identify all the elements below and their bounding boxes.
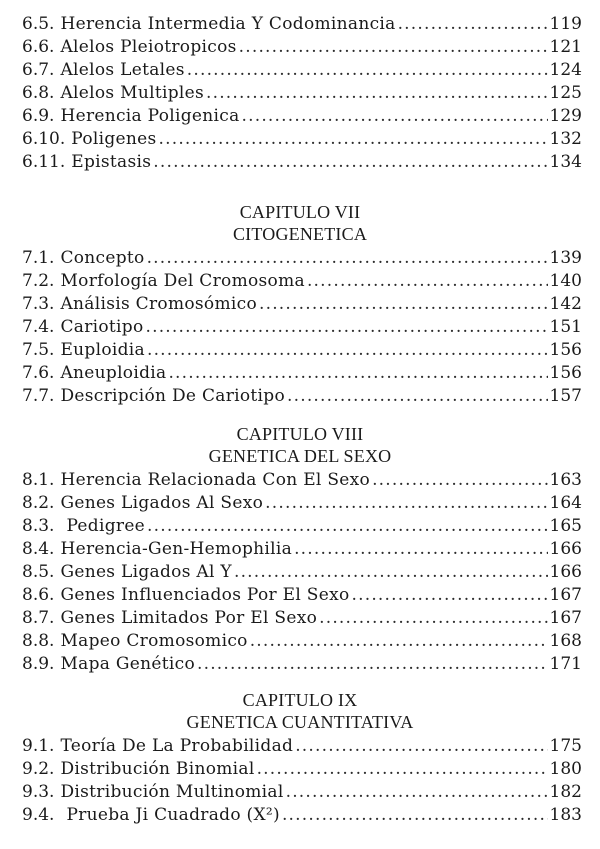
- entry-number: 6.6.: [22, 37, 55, 57]
- toc-entry: [22, 151, 582, 174]
- dot-leader: [147, 247, 548, 270]
- dot-leader: [239, 36, 548, 59]
- entry-number: 9.4.: [22, 805, 55, 825]
- entry-page: 134: [549, 152, 582, 172]
- toc-entry: [22, 385, 582, 408]
- dot-leader: [187, 59, 548, 82]
- entry-page: 125: [549, 83, 582, 103]
- entry-number: 6.8.: [22, 83, 55, 103]
- toc-entry: [22, 735, 582, 758]
- entry-number: 9.3.: [22, 782, 55, 802]
- entry-number: 7.6.: [22, 363, 55, 383]
- dot-leader: [294, 538, 547, 561]
- toc-entry: [22, 105, 582, 128]
- entry-page: 124: [549, 60, 582, 80]
- entry-title: Pedigree: [66, 516, 146, 536]
- toc-entry: [22, 59, 582, 82]
- entry-title: Herencia Intermedia Y Codominancia: [60, 14, 396, 34]
- entry-title: Teoría De La Probabilidad: [60, 736, 294, 756]
- entry-title: Herencia Poligenica: [60, 106, 240, 126]
- entry-page: 168: [549, 631, 582, 651]
- entry-title: Alelos Pleiotropicos: [60, 37, 237, 57]
- toc-list-continued: [0, 13, 600, 174]
- entry-page: 157: [549, 386, 582, 406]
- entry-page: 156: [549, 340, 582, 360]
- dot-leader: [197, 653, 548, 676]
- entry-number: 8.4.: [22, 539, 55, 559]
- dot-leader: [295, 735, 547, 758]
- entry-title: Distribución Multinomial: [60, 782, 284, 802]
- dot-leader: [206, 82, 548, 105]
- entry-page: 119: [549, 14, 582, 34]
- chapter-label: CAPITULO VIII: [236, 424, 364, 444]
- toc-entry: [22, 293, 582, 316]
- entry-title: Prueba Ji Cuadrado (X²): [66, 805, 280, 825]
- toc-entry: [22, 362, 582, 385]
- entry-number: 8.9.: [22, 654, 55, 674]
- toc-entry: [22, 270, 582, 293]
- dot-leader: [352, 584, 548, 607]
- entry-page: 156: [549, 363, 582, 383]
- dot-leader: [257, 758, 548, 781]
- entry-number: 7.5.: [22, 340, 55, 360]
- entry-title: Poligenes: [71, 129, 157, 149]
- entry-page: 129: [549, 106, 582, 126]
- entry-page: 163: [549, 470, 582, 490]
- entry-number: 7.1.: [22, 248, 55, 268]
- toc-entry: [22, 781, 582, 804]
- entry-title: Herencia-Gen-Hemophilia: [60, 539, 293, 559]
- dot-leader: [372, 469, 547, 492]
- entry-number: 7.3.: [22, 294, 55, 314]
- toc-entry: [22, 316, 582, 339]
- dot-leader: [145, 316, 547, 339]
- dot-leader: [307, 270, 548, 293]
- entry-page: 166: [549, 539, 582, 559]
- dot-leader: [250, 630, 548, 653]
- entry-title: Genes Influenciados Por El Sexo: [60, 585, 350, 605]
- toc-entry: [22, 653, 582, 676]
- chapter-label: CAPITULO VII: [239, 202, 361, 222]
- toc-entry: [22, 82, 582, 105]
- entry-title: Distribución Binomial: [60, 759, 255, 779]
- entry-title: Mapeo Cromosomico: [60, 631, 248, 651]
- entry-number: 7.2.: [22, 271, 55, 291]
- entry-number: 6.5.: [22, 14, 55, 34]
- toc-entry: [22, 561, 582, 584]
- entry-title: Mapa Genético: [60, 654, 195, 674]
- entry-number: 9.1.: [22, 736, 55, 756]
- dot-leader: [147, 515, 548, 538]
- entry-number: 8.7.: [22, 608, 55, 628]
- entry-number: 6.11.: [22, 152, 66, 172]
- entry-page: 183: [549, 805, 582, 825]
- toc-list-chapter-ix: [0, 735, 600, 827]
- entry-page: 166: [549, 562, 582, 582]
- entry-page: 182: [549, 782, 582, 802]
- toc-entry: [22, 538, 582, 561]
- entry-title: Genes Limitados Por El Sexo: [60, 608, 318, 628]
- dot-leader: [319, 607, 547, 630]
- entry-number: 8.3.: [22, 516, 55, 536]
- entry-title: Aneuploidia: [60, 363, 167, 383]
- dot-leader: [398, 13, 548, 36]
- chapter-title: GENETICA CUANTITATIVA: [186, 712, 414, 732]
- entry-number: 8.1.: [22, 470, 55, 490]
- toc-entry: [22, 339, 582, 362]
- entry-page: 132: [549, 129, 582, 149]
- entry-page: 180: [549, 759, 582, 779]
- dot-leader: [286, 781, 548, 804]
- entry-number: 9.2.: [22, 759, 55, 779]
- entry-number: 6.9.: [22, 106, 55, 126]
- entry-title: Euploidia: [60, 340, 145, 360]
- entry-number: 7.7.: [22, 386, 55, 406]
- chapter-ix-section: [0, 689, 600, 827]
- chapter-title: GENETICA DEL SEXO: [208, 446, 392, 466]
- chapter-vii-section: [0, 201, 600, 408]
- entry-title: Epistasis: [71, 152, 152, 172]
- toc-list-chapter-vii: [0, 247, 600, 408]
- dot-leader: [153, 151, 547, 174]
- toc-continued-section: [0, 13, 600, 174]
- toc-entry: [22, 607, 582, 630]
- entry-title: Cariotipo: [60, 317, 144, 337]
- entry-number: 6.7.: [22, 60, 55, 80]
- entry-number: 7.4.: [22, 317, 55, 337]
- entry-page: 139: [549, 248, 582, 268]
- entry-title: Alelos Multiples: [60, 83, 204, 103]
- entry-number: 8.6.: [22, 585, 55, 605]
- entry-title: Alelos Letales: [60, 60, 185, 80]
- toc-entry: [22, 630, 582, 653]
- chapter-viii-section: [0, 423, 600, 676]
- dot-leader: [168, 362, 547, 385]
- toc-entry: [22, 36, 582, 59]
- entry-page: 167: [549, 585, 582, 605]
- toc-entry: [22, 758, 582, 781]
- toc-list-chapter-viii: [0, 469, 600, 676]
- toc-entry: [22, 13, 582, 36]
- toc-entry: [22, 584, 582, 607]
- toc-entry: [22, 128, 582, 151]
- dot-leader: [234, 561, 548, 584]
- entry-page: 175: [549, 736, 582, 756]
- dot-leader: [159, 128, 548, 151]
- entry-title: Genes Ligados Al Sexo: [60, 493, 264, 513]
- entry-page: 171: [549, 654, 582, 674]
- dot-leader: [282, 804, 548, 827]
- entry-title: Descripción De Cariotipo: [60, 386, 286, 406]
- entry-page: 151: [549, 317, 582, 337]
- toc-entry: [22, 247, 582, 270]
- toc-entry: [22, 804, 582, 827]
- dot-leader: [287, 385, 548, 408]
- entry-number: 8.8.: [22, 631, 55, 651]
- chapter-label: CAPITULO IX: [242, 690, 358, 710]
- entry-page: 121: [549, 37, 582, 57]
- chapter-title: CITOGENETICA: [232, 224, 368, 244]
- entry-page: 140: [549, 271, 582, 291]
- dot-leader: [147, 339, 548, 362]
- dot-leader: [242, 105, 548, 128]
- entry-page: 164: [549, 493, 582, 513]
- dot-leader: [265, 492, 547, 515]
- entry-title: Genes Ligados Al Y: [60, 562, 232, 582]
- entry-page: 165: [549, 516, 582, 536]
- entry-number: 8.5.: [22, 562, 55, 582]
- entry-title: Análisis Cromosómico: [60, 294, 257, 314]
- entry-title: Concepto: [60, 248, 145, 268]
- entry-page: 142: [549, 294, 582, 314]
- entry-title: Herencia Relacionada Con El Sexo: [60, 470, 371, 490]
- dot-leader: [259, 293, 548, 316]
- toc-entry: [22, 515, 582, 538]
- entry-title: Morfología Del Cromosoma: [60, 271, 305, 291]
- entry-number: 6.10.: [22, 129, 66, 149]
- entry-number: 8.2.: [22, 493, 55, 513]
- entry-page: 167: [549, 608, 582, 628]
- toc-entry: [22, 469, 582, 492]
- toc-entry: [22, 492, 582, 515]
